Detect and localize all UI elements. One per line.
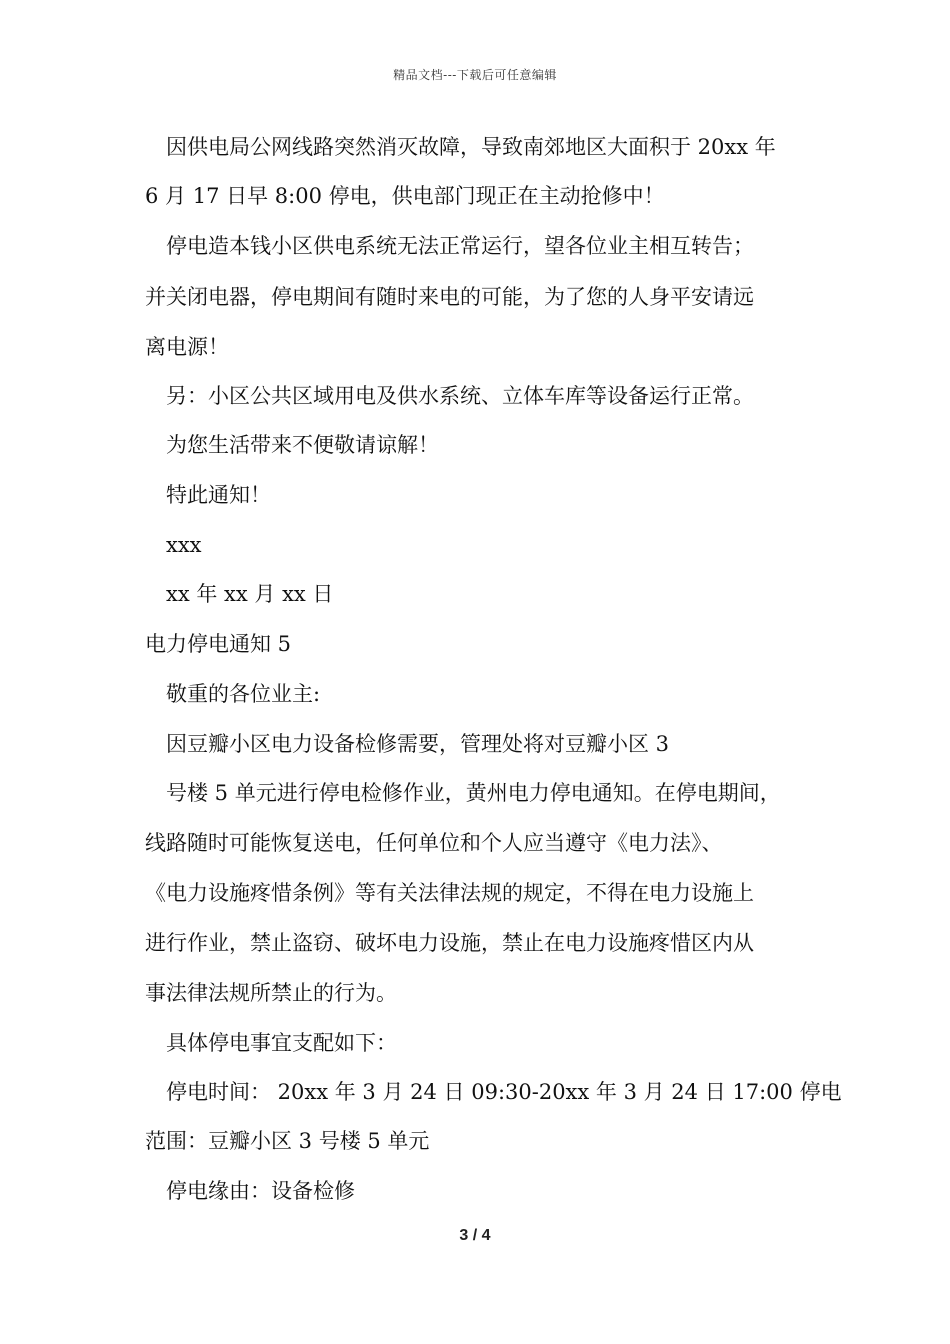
salutation: 敬重的各位业主: [166,682,321,706]
paragraph-line: 并关闭电器，停电期间有随时来电的可能，为了您的人身平安请远 [145,285,754,309]
paragraph-line: 停电造本钱小区供电系统无法正常运行，望各位业主相互转告； [166,234,754,258]
paragraph-line: 另：小区公共区域用电及供水系统、立体车库等设备运行正常。 [166,384,754,408]
section-title: 电力停电通知 5 [145,632,292,656]
paragraph-line: 特此通知！ [166,483,271,507]
page-header: 精品文档---下载后可任意编辑 [393,68,557,82]
paragraph-line: 停电时间： 20xx 年 3 月 24 日 09:30-20xx 年 3 月 24 日 17:00 停电 [166,1080,842,1104]
paragraph-line: 6 月 17 日早 8:00 停电，供电部门现正在主动抢修中！ [145,184,665,208]
paragraph-line: 《电力设施疼惜条例》等有关法律法规的规定，不得在电力设施上 [145,881,754,905]
paragraph-line: 号楼 5 单元进行停电检修作业，黄州电力停电通知。在停电期间， [166,781,781,805]
signature-date: xx 年 xx 月 xx 日 [166,582,334,606]
paragraph-line: 因供电局公网线路突然消灭故障，导致南郊地区大面积于 20xx 年 [166,135,776,159]
paragraph-line: 为您生活带来不便敬请谅解！ [166,433,439,457]
paragraph-line: 线路随时可能恢复送电，任何单位和个人应当遵守《电力法》、 [145,831,723,855]
page-number: 3 / 4 [459,1227,491,1244]
paragraph-line: 进行作业，禁止盗窃、破坏电力设施，禁止在电力设施疼惜区内从 [145,931,754,955]
signature-name: xxx [166,533,202,557]
paragraph-line: 停电缘由：设备检修 [166,1179,355,1203]
paragraph-line: 范围：豆瓣小区 3 号楼 5 单元 [145,1129,430,1153]
paragraph-line: 离电源！ [145,335,229,359]
paragraph-line: 因豆瓣小区电力设备检修需要，管理处将对豆瓣小区 3 [166,732,670,756]
paragraph-line: 具体停电事宜支配如下： [166,1031,397,1055]
paragraph-line: 事法律法规所禁止的行为。 [145,981,397,1005]
